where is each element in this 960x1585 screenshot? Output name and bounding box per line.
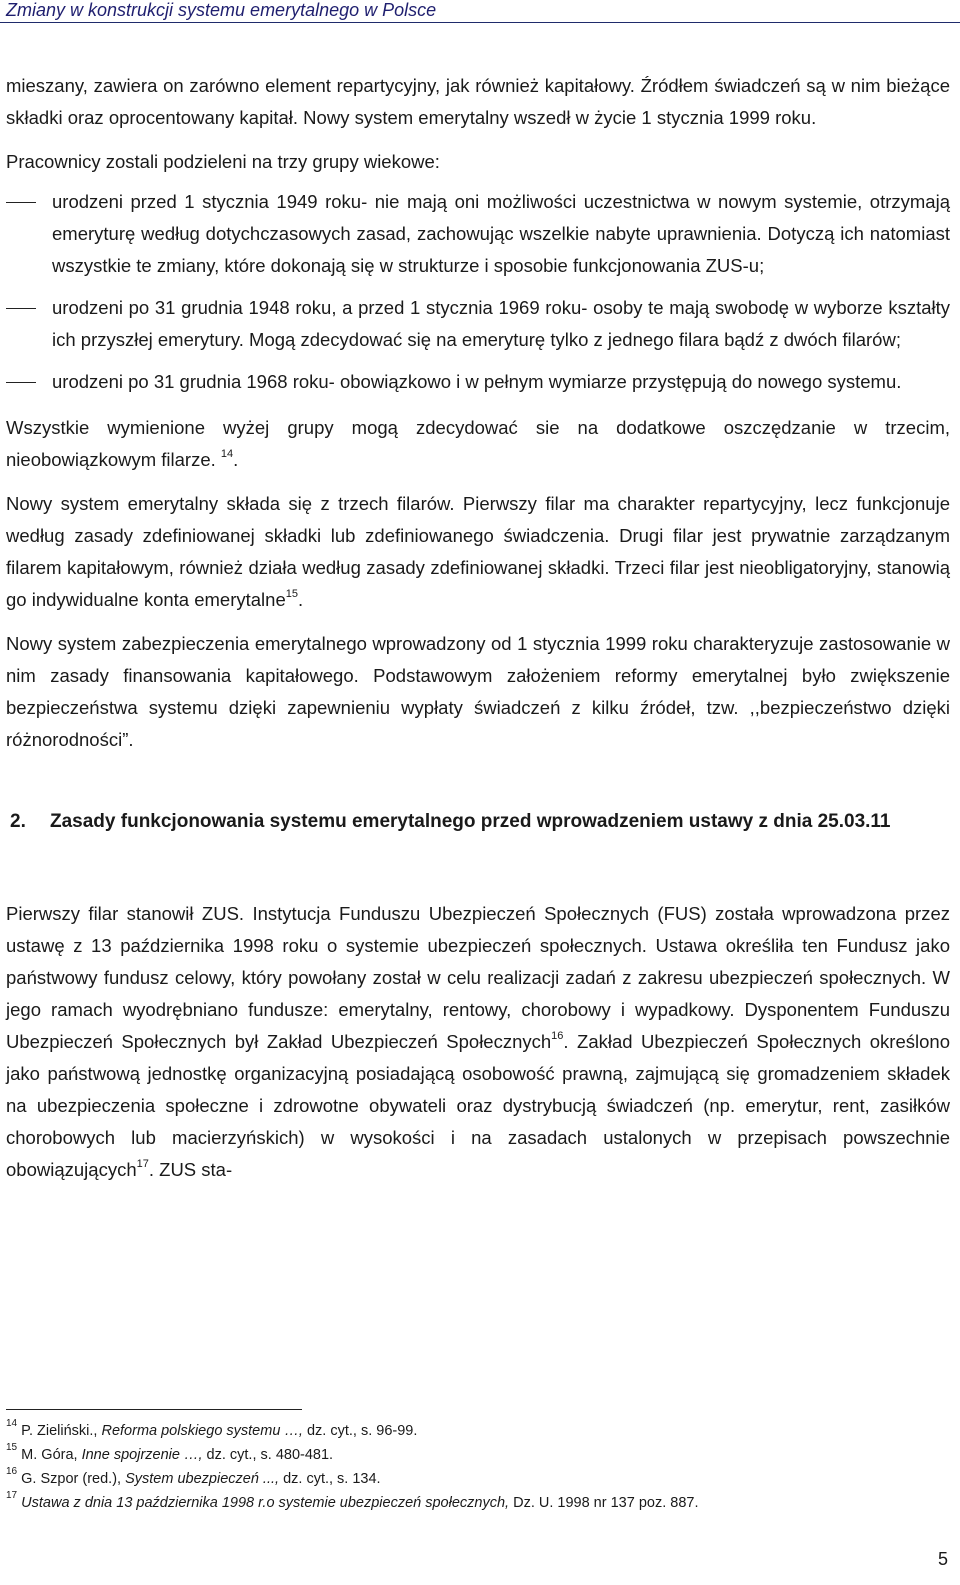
- third-pillar-paragraph: Wszystkie wymienione wyżej grupy mogą zdecydować sie na dodatkowe oszczędzanie w trzecim, nieobowiązkowym filarze. $^{14}$.: [6, 417, 950, 470]
- running-header: [0, 0, 960, 23]
- new-system-paragraph: Nowy system zabezpieczenia emerytalnego wprowadzony od 1 stycznia 1999 roku charakteryzuje zastosowanie w nim zasady finansowania kapitałowego. Podstawowym założeniem reformy emerytalnej było zwiększenie bezpieczeństwa systemu dzięki zapewnieniu wypłaty świadczeń z kilku źródeł, tzw. ,,bezpieczeństwo dzięki różnorodności”.: [6, 633, 950, 750]
- groups-intro: Pracownicy zostali podzieleni na trzy grupy wiekowe:: [6, 151, 440, 172]
- footnote-separator: [6, 1409, 302, 1410]
- footnotes: [6, 1419, 950, 1515]
- footnote: $^{14}$ P. Zieliński., Reforma polskiego systemu …, dz. cyt., s. 96-99.: [6, 1418, 418, 1439]
- three-pillars-paragraph: Nowy system emerytalny składa się z trzech filarów. Pierwszy filar ma charakter repartycyjny, lecz funkcjonuje według zasady zdefiniowanej składki lub zdefiniowanego świadczenia. Drugi filar jest prywatnie zarządzanym filarem kapitałowym, również działa według zasady zdefiniowanej składki. Trzeci filar jest nieobligatoryjny, stanowią go indywidualne konta emerytalne$^{15}$.: [6, 493, 950, 610]
- footnote: $^{17}$ Ustawa z dnia 13 października 1998 r.o systemie ubezpieczeń społecznych, Dz. U. 1998 nr 137 poz. 887.: [6, 1490, 699, 1511]
- section-heading: [6, 806, 950, 838]
- list-item: urodzeni po 31 grudnia 1948 roku, a przed 1 stycznia 1969 roku- osoby te mają swobodę w wyborze kształty ich przyszłej emerytury. Mogą zdecydować się na emeryturę tylko z jednego filara bądź z dwóch filarów;: [6, 292, 950, 356]
- footnote-ref[interactable]: 15: [285, 587, 298, 600]
- page-number: 5: [937, 1549, 948, 1569]
- footnote-ref[interactable]: 16: [551, 1029, 564, 1042]
- footnote: $^{15}$ M. Góra, Inne spojrzenie …, dz. cyt., s. 480-481.: [6, 1442, 334, 1463]
- zus-paragraph: Pierwszy filar stanowił ZUS. Instytucja Funduszu Ubezpieczeń Społecznych (FUS) została wprowadzona przez ustawę z 13 października 1998 roku o systemie ubezpieczeń społecznych. Ustawa określiła ten Fundusz jako państwowy fundusz celowy, który powołany został w celu realizacji zadań z zakresu ubezpieczeń społecznych. W jego ramach wyodrębniano fundusze: emerytalny, rentowy, chorobowy i wypadkowy. Dysponentem Funduszu Ubezpieczeń Społecznych był Zakład Ubezpieczeń Społecznych$^{16}$. Zakład Ubezpieczeń Społecznych określono jako państwową jednostkę organizacyjną posiadającą osobowość prawną, zajmującą się gromadzeniem składek na ubezpieczenia społeczne i zdrowotne obywateli oraz dystrybucją świadczeń (np. emerytur, rent, zasiłków chorobowych lub macierzyńskich) w wysokości i na zasadach ustalonych w przepisach powszechnie obowiązujących$^{17}$. ZUS sta-: [6, 903, 950, 1180]
- list-item: urodzeni po 31 grudnia 1968 roku- obowiązkowo i w pełnym wymiarze przystępują do nowego systemu.: [6, 366, 950, 398]
- section-title: Zasady funkcjonowania systemu emerytalnego przed wprowadzeniem ustawy z dnia 25.03.11: [50, 811, 891, 832]
- page-body: [6, 70, 950, 1186]
- age-groups-list: [6, 186, 950, 398]
- dash-bullet-icon: [6, 382, 36, 383]
- footnote-ref[interactable]: 17: [136, 1157, 149, 1170]
- footnote-ref[interactable]: 14: [220, 447, 234, 460]
- running-header-title: Zmiany w konstrukcji systemu emerytalnego w Polsce: [6, 0, 437, 20]
- dash-bullet-icon: [6, 202, 36, 203]
- dash-bullet-icon: [6, 308, 36, 309]
- intro-paragraph: mieszany, zawiera on zarówno element repartycyjny, jak również kapitałowy. Źródłem świadczeń są w nim bieżące składki oraz oprocentowany kapitał. Nowy system emerytalny wszedł w życie 1 stycznia 1999 roku.: [6, 75, 950, 128]
- footnote: $^{16}$ G. Szpor (red.), System ubezpieczeń ..., dz. cyt., s. 134.: [6, 1466, 381, 1487]
- list-item: urodzeni przed 1 stycznia 1949 roku- nie mają oni możliwości uczestnictwa w nowym systemie, otrzymają emeryturę według dotychczasowych zasad, zachowując wszelkie nabyte uprawnienia. Dotyczą ich natomiast wszystkie te zmiany, które dokonają się w strukturze i sposobie funkcjonowania ZUS-u;: [6, 186, 950, 282]
- section-number: 2.: [10, 811, 26, 832]
